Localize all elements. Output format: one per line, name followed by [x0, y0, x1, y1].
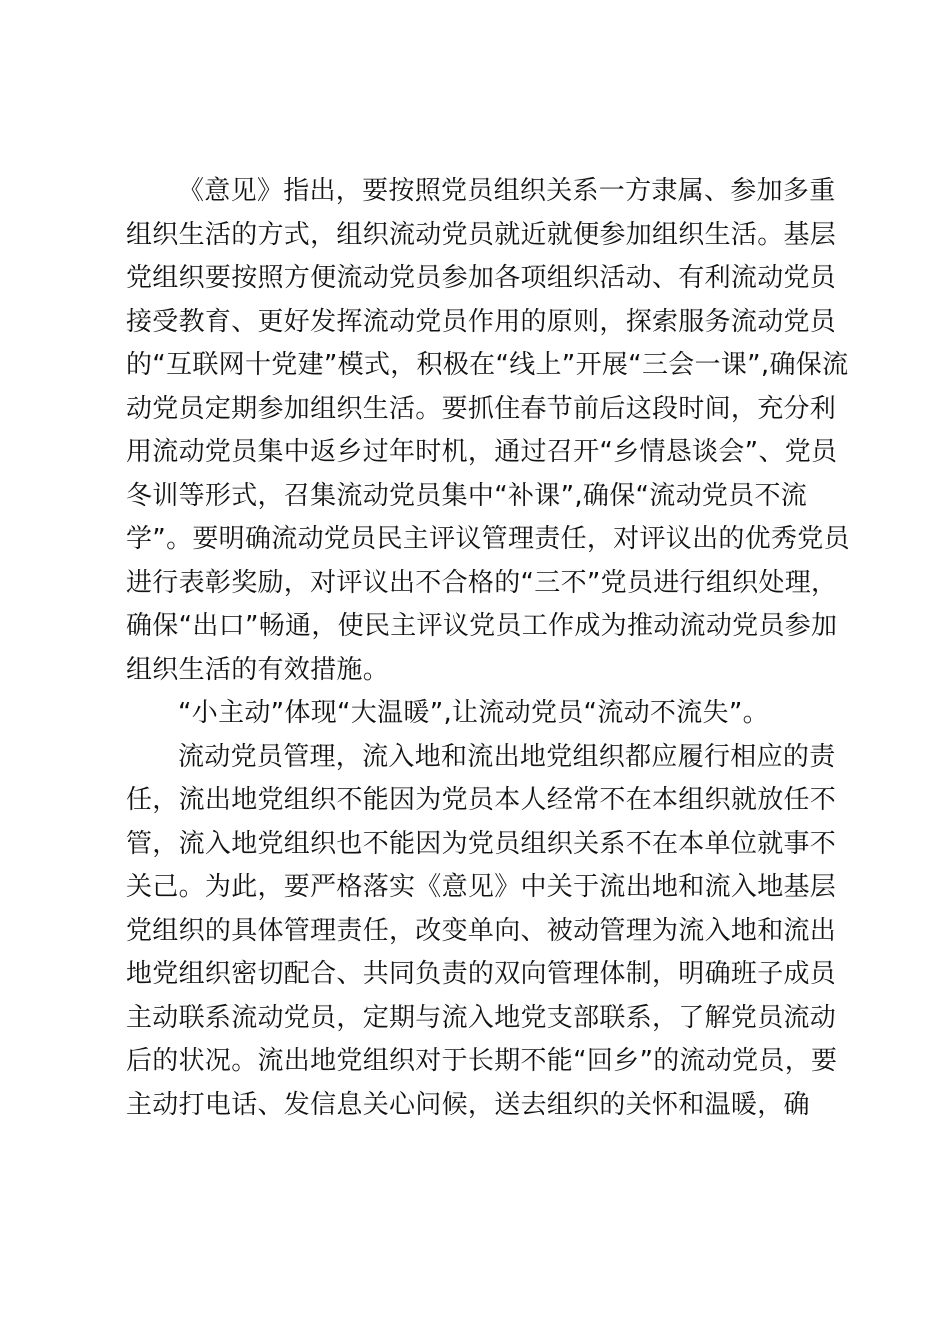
text-line: 关己。为此，要严格落实《意见》中关于流出地和流入地基层 [126, 872, 837, 902]
text-line: 组织生活的有效措施。 [126, 654, 390, 685]
text-line: 进行表彰奖励，对评议出不合格的“三不”党员进行组织处理， [126, 567, 838, 598]
text-line: 《意见》指出，要按照党员组织关系一方隶属、参加多重 [178, 176, 836, 206]
text-line: 动党员定期参加组织生活。要抓住春节前后这段时间，充分利 [126, 393, 837, 424]
text-line: 后的状况。流出地党组织对于长期不能“回乡”的流动党员，要 [126, 1046, 838, 1076]
text-line: 地党组织密切配合、共同负责的双向管理体制，明确班子成员 [126, 959, 837, 989]
text-line: 用流动党员集中返乡过年时机，通过召开“乡情恳谈会”、党员 [126, 437, 838, 467]
text-line: 党组织要按照方便流动党员参加各项组织活动、有利流动党员 [126, 263, 837, 293]
text-line: 党组织的具体管理责任，改变单向、被动管理为流入地和流出 [126, 915, 837, 946]
text-line: 学”。要明确流动党员民主评议管理责任，对评议出的优秀党员 [126, 524, 850, 554]
text-line: “小主动”体现“大温暖”,让流动党员“流动不流失”。 [178, 698, 769, 728]
text-line: 确保“出口”畅通，使民主评议党员工作成为推动流动党员参加 [126, 611, 838, 641]
text-line: 的“互联网十党建”模式，积极在“线上”开展“三会一课”,确保流 [126, 350, 849, 380]
text-line: 冬训等形式，召集流动党员集中“补课”,确保“流动党员不流 [126, 480, 808, 511]
text-line: 主动打电话、发信息关心问候，送去组织的关怀和温暖，确 [126, 1089, 810, 1120]
body-text [126, 170, 850, 1127]
text-line: 主动联系流动党员，定期与流入地党支部联系，了解党员流动 [126, 1002, 837, 1033]
text-line: 接受教育、更好发挥流动党员作用的原则，探索服务流动党员 [126, 306, 837, 337]
text-line: 组织生活的方式，组织流动党员就近就便参加组织生活。基层 [126, 219, 837, 250]
text-line: 流动党员管理，流入地和流出地党组织都应履行相应的责 [178, 741, 836, 772]
text-line: 任，流出地党组织不能因为党员本人经常不在本组织就放任不 [126, 785, 837, 815]
text-line: 管，流入地党组织也不能因为党员组织关系不在本单位就事不 [126, 828, 837, 859]
